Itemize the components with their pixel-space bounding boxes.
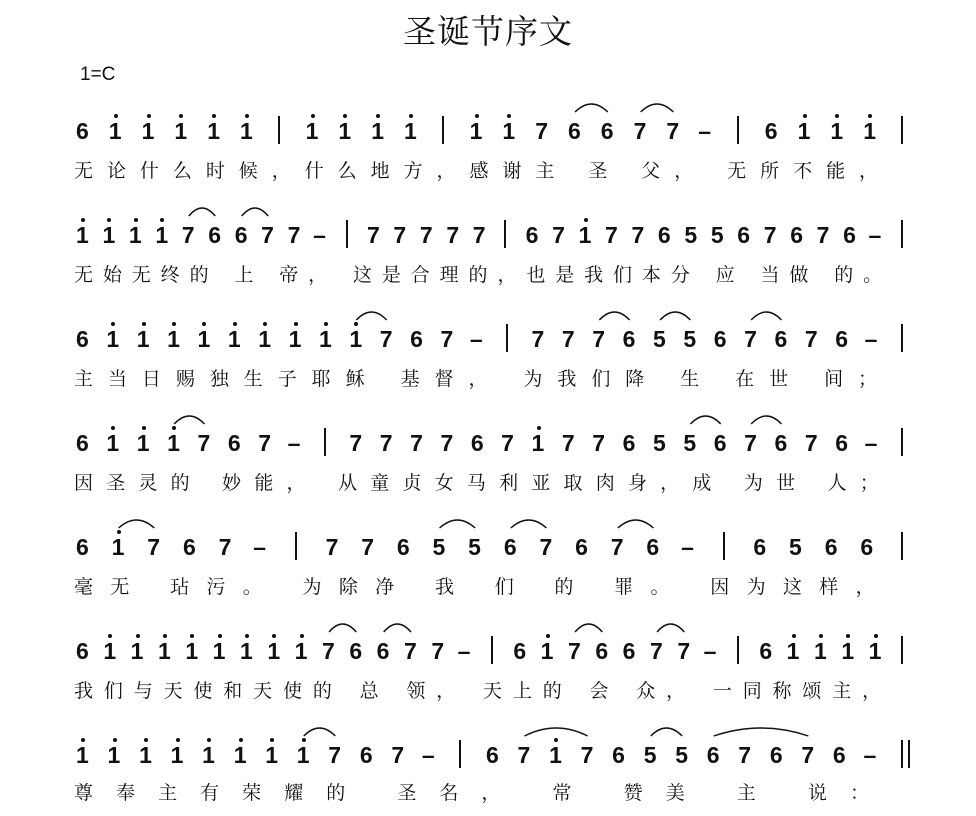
barline	[295, 532, 297, 560]
note: 7	[568, 638, 581, 664]
note: 1	[76, 222, 89, 248]
note: 6	[832, 742, 846, 768]
dash-extension: –	[863, 742, 877, 768]
note: 5	[643, 742, 657, 768]
note: 1	[185, 638, 199, 664]
note: 1	[202, 742, 215, 768]
barline	[901, 428, 903, 456]
note: 7	[419, 222, 433, 248]
note: 6	[713, 430, 727, 456]
note: 1	[830, 118, 844, 144]
note: 7	[804, 326, 818, 352]
note: 1	[868, 638, 882, 664]
dash-extension: –	[287, 430, 301, 456]
note: 7	[325, 534, 339, 560]
barline	[723, 532, 725, 560]
slur-arc	[641, 104, 674, 112]
octave-dot	[114, 114, 118, 118]
note: 5	[789, 534, 802, 560]
barline	[737, 636, 739, 664]
octave-dot	[819, 634, 823, 638]
note: 7	[592, 326, 606, 352]
note: 7	[552, 222, 565, 248]
slur-arc	[599, 312, 629, 320]
note: 1	[111, 534, 125, 560]
note: 7	[539, 534, 553, 560]
key-signature: 1=C	[80, 64, 116, 85]
dash-extension: –	[469, 326, 483, 352]
barline	[901, 116, 903, 144]
slur-arc	[384, 624, 411, 632]
octave-dot	[311, 114, 315, 118]
note: 1	[167, 430, 180, 456]
dash-extension: –	[868, 222, 882, 248]
note: 5	[684, 222, 698, 248]
note: 1	[170, 742, 184, 768]
note: 7	[410, 430, 423, 456]
note: 7	[147, 534, 161, 560]
note: 1	[267, 638, 281, 664]
note: 1	[841, 638, 855, 664]
note: 1	[136, 326, 150, 352]
note: 6	[860, 534, 874, 560]
note: 7	[261, 222, 274, 248]
note: 5	[683, 326, 697, 352]
barline	[737, 116, 739, 144]
slur-arc	[189, 208, 215, 216]
note: 6	[503, 534, 517, 560]
octave-dot	[245, 114, 249, 118]
dash-extension: –	[421, 742, 435, 768]
barline	[324, 428, 326, 456]
dash-extension: –	[681, 534, 694, 560]
barline	[278, 116, 280, 144]
note: 6	[835, 430, 849, 456]
note: 7	[404, 638, 417, 664]
note: 6	[835, 326, 849, 352]
slur-arc	[440, 520, 476, 528]
note: 1	[136, 430, 150, 456]
note: 7	[366, 222, 380, 248]
note: 6	[76, 430, 89, 456]
note: 7	[738, 742, 752, 768]
lyrics-line: 无论什么时候，什么地方，感谢主 圣 父， 无所不能，	[74, 160, 892, 182]
note: 7	[605, 222, 618, 248]
note: 7	[677, 638, 691, 664]
octave-dot	[584, 218, 588, 222]
final-barline	[901, 740, 910, 768]
barline	[506, 324, 508, 352]
note: 6	[774, 430, 788, 456]
note: 7	[431, 638, 445, 664]
octave-dot	[239, 738, 243, 742]
note: 1	[103, 638, 117, 664]
note: 7	[393, 222, 407, 248]
octave-dot	[324, 322, 328, 326]
note: 1	[469, 118, 483, 144]
note: 1	[130, 638, 144, 664]
octave-dot	[475, 114, 479, 118]
note: 7	[561, 326, 575, 352]
slur-arc	[690, 416, 720, 424]
octave-dot	[245, 634, 249, 638]
note: 7	[517, 742, 531, 768]
note: 7	[391, 742, 405, 768]
lyrics-line: 毫无 玷污。 为除净 我 们 的 罪。 因为这样，	[74, 576, 892, 598]
octave-dot	[294, 322, 298, 326]
note: 1	[296, 742, 310, 768]
note: 6	[622, 638, 636, 664]
octave-dot	[300, 634, 304, 638]
note: 1	[549, 742, 562, 768]
note: 1	[76, 742, 89, 768]
barline	[459, 740, 461, 768]
note: 1	[212, 638, 226, 664]
note: 1	[106, 326, 120, 352]
note: 1	[786, 638, 800, 664]
barline	[901, 220, 903, 248]
lyrics-line: 尊奉主有荣耀的 圣名， 常 赞美 主 说：	[74, 782, 892, 804]
note: 6	[76, 326, 89, 352]
note: 1	[371, 118, 384, 144]
note: 7	[744, 430, 757, 456]
note: 1	[233, 742, 247, 768]
slur-arc	[329, 624, 356, 632]
octave-dot	[874, 634, 878, 638]
barline	[901, 636, 903, 664]
note: 7	[763, 222, 777, 248]
note: 5	[653, 430, 666, 456]
note: 6	[843, 222, 856, 248]
note: 1	[863, 118, 876, 144]
octave-dot	[113, 738, 117, 742]
note: 1	[107, 742, 121, 768]
note: 6	[182, 534, 196, 560]
slur-arc	[618, 520, 654, 528]
barline	[346, 220, 348, 248]
octave-dot	[117, 530, 121, 534]
note: 1	[265, 742, 279, 768]
note: 7	[218, 534, 232, 560]
note: 6	[612, 742, 625, 768]
note: 7	[322, 638, 335, 664]
dash-extension: –	[864, 326, 878, 352]
note: 5	[432, 534, 446, 560]
note: 7	[379, 326, 393, 352]
note: 1	[502, 118, 516, 144]
note: 7	[181, 222, 195, 248]
note: 6	[657, 222, 671, 248]
note: 6	[737, 222, 751, 248]
note: 7	[580, 742, 594, 768]
lyrics-line: 无始无终的 上 帝， 这是合理的，也是我们本分 应 当做 的。	[74, 264, 892, 286]
slur-arc	[651, 728, 683, 736]
note: 7	[531, 326, 545, 352]
note: 6	[349, 638, 363, 664]
note: 1	[240, 638, 253, 664]
slur-arc	[575, 104, 608, 112]
dash-extension: –	[457, 638, 471, 664]
note: 7	[197, 430, 211, 456]
note: 6	[396, 534, 410, 560]
octave-dot	[147, 114, 151, 118]
note: 1	[288, 326, 302, 352]
note: 5	[683, 430, 697, 456]
note: 1	[139, 742, 152, 768]
barline	[504, 220, 506, 248]
note: 5	[710, 222, 724, 248]
octave-dot	[546, 634, 550, 638]
note: 1	[128, 222, 142, 248]
note: 7	[440, 326, 454, 352]
note: 1	[167, 326, 180, 352]
note: 6	[234, 222, 248, 248]
note: 6	[753, 534, 767, 560]
note: 6	[713, 326, 727, 352]
song-title: 圣诞节序文	[403, 12, 573, 51]
note: 1	[797, 118, 811, 144]
note: 1	[258, 326, 272, 352]
octave-dot	[81, 218, 85, 222]
slur-arc	[304, 728, 336, 736]
note: 6	[470, 430, 484, 456]
slur-arc	[751, 416, 781, 424]
note: 7	[535, 118, 548, 144]
note: 6	[622, 430, 636, 456]
note: 7	[440, 430, 454, 456]
octave-dot	[134, 218, 138, 222]
octave-dot	[136, 634, 140, 638]
note: 6	[486, 742, 499, 768]
note: 1	[305, 118, 319, 144]
octave-dot	[803, 114, 807, 118]
note: 6	[774, 326, 788, 352]
barline	[901, 324, 903, 352]
slur-arc	[511, 520, 547, 528]
note: 1	[108, 118, 122, 144]
note: 7	[258, 430, 272, 456]
note: 1	[338, 118, 352, 144]
note: 1	[240, 118, 253, 144]
octave-dot	[792, 634, 796, 638]
note: 7	[379, 430, 393, 456]
note: 1	[102, 222, 116, 248]
note: 6	[513, 638, 527, 664]
note: 7	[650, 638, 663, 664]
note: 1	[294, 638, 308, 664]
note: 1	[158, 638, 171, 664]
octave-dot	[537, 426, 541, 430]
note: 6	[568, 118, 581, 144]
note: 7	[631, 222, 645, 248]
barline	[491, 636, 493, 664]
slur-arc	[242, 208, 268, 216]
note: 1	[540, 638, 554, 664]
note: 1	[155, 222, 169, 248]
note: 1	[141, 118, 155, 144]
octave-dot	[233, 322, 237, 326]
slur-arc	[119, 520, 155, 528]
note: 7	[361, 534, 374, 560]
octave-dot	[163, 634, 167, 638]
note: 1	[814, 638, 827, 664]
octave-dot	[409, 114, 413, 118]
slur-arc	[356, 312, 386, 320]
slur-arc	[174, 416, 204, 424]
slur-arc	[751, 312, 781, 320]
note: 7	[501, 430, 514, 456]
note: 6	[208, 222, 222, 248]
dash-extension: –	[864, 430, 878, 456]
note: 7	[804, 430, 818, 456]
lyrics-line: 主当日赐独生子耶稣 基督， 为我们降 生 在世 间；	[74, 368, 892, 390]
octave-dot	[176, 738, 180, 742]
barline	[901, 532, 903, 560]
note: 1	[207, 118, 220, 144]
note: 6	[76, 638, 89, 664]
note: 7	[287, 222, 301, 248]
octave-dot	[218, 634, 222, 638]
note: 7	[610, 534, 624, 560]
note: 7	[592, 430, 606, 456]
note: 6	[227, 430, 241, 456]
note: 7	[666, 118, 680, 144]
note: 6	[646, 534, 660, 560]
note: 6	[410, 326, 423, 352]
note: 6	[622, 326, 636, 352]
dash-extension: –	[253, 534, 267, 560]
note: 1	[318, 326, 332, 352]
note: 7	[446, 222, 460, 248]
note: 6	[76, 534, 89, 560]
lyrics-line: 因圣灵的 妙能， 从童贞女马利亚取肉身，成 为世 人；	[74, 472, 892, 494]
slur-arc	[575, 624, 602, 632]
note: 1	[197, 326, 211, 352]
note: 6	[76, 118, 89, 144]
note: 1	[578, 222, 592, 248]
note: 1	[174, 118, 188, 144]
slur-arc	[525, 728, 588, 736]
note: 7	[816, 222, 830, 248]
octave-dot	[81, 738, 85, 742]
note: 1	[349, 326, 363, 352]
note: 6	[600, 118, 614, 144]
slur-arc	[660, 312, 690, 320]
slur-arc	[657, 624, 684, 632]
note: 7	[633, 118, 647, 144]
note: 7	[801, 742, 815, 768]
lyrics-line: 我们与天使和天使的 总 领， 天上的 会 众， 一同称颂主，	[74, 680, 892, 702]
note: 6	[764, 118, 778, 144]
note: 1	[227, 326, 241, 352]
note: 7	[472, 222, 486, 248]
note: 7	[349, 430, 363, 456]
note: 6	[575, 534, 588, 560]
note: 1	[531, 430, 545, 456]
note: 7	[744, 326, 757, 352]
dash-extension: –	[698, 118, 711, 144]
note: 6	[706, 742, 720, 768]
note: 6	[824, 534, 838, 560]
note: 7	[328, 742, 342, 768]
note: 6	[759, 638, 773, 664]
note: 6	[769, 742, 783, 768]
note: 5	[653, 326, 666, 352]
note: 6	[376, 638, 390, 664]
octave-dot	[142, 426, 146, 430]
barline	[442, 116, 444, 144]
dash-extension: –	[313, 222, 326, 248]
note: 1	[404, 118, 417, 144]
note: 5	[675, 742, 689, 768]
octave-dot	[302, 738, 306, 742]
note: 1	[106, 430, 120, 456]
note: 6	[595, 638, 609, 664]
octave-dot	[142, 322, 146, 326]
note: 7	[561, 430, 575, 456]
note: 5	[468, 534, 481, 560]
note: 6	[359, 742, 373, 768]
dash-extension: –	[703, 638, 717, 664]
slur-arc	[714, 728, 809, 736]
note: 6	[525, 222, 539, 248]
note: 6	[790, 222, 803, 248]
